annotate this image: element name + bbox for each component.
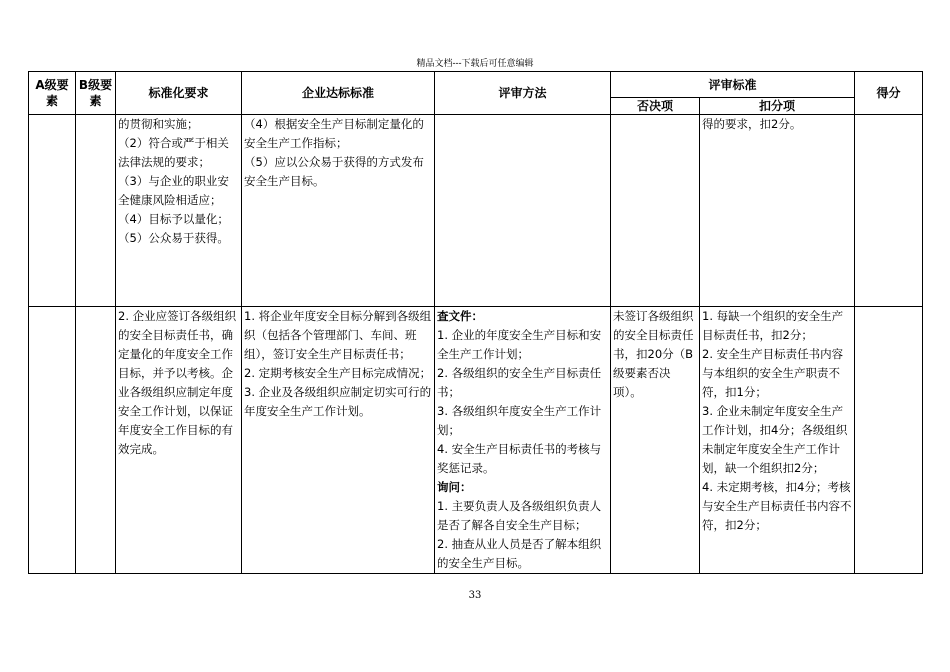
col-review-method: 评审方法 bbox=[435, 72, 611, 115]
requirement-line: （5）公众易于获得。 bbox=[118, 231, 229, 245]
col-score: 得分 bbox=[855, 72, 923, 115]
standard-line: 1. 将企业年度安全目标分解到各级组织（包括各个管理部门、车间、班组），签订安全生产目标责任书； bbox=[244, 309, 432, 361]
standard-line: （4）根据安全生产目标制定量化的安全生产工作指标； bbox=[244, 117, 424, 150]
deduction-line: 1. 每缺一个组织的安全生产目标责任书，扣2分； bbox=[702, 309, 844, 342]
cell-score bbox=[855, 115, 923, 307]
cell-veto: 未签订各级组织的安全目标责任书，扣20分（B级要素否决项）。 bbox=[611, 307, 700, 574]
method-heading: 询问： bbox=[437, 480, 472, 494]
col-deduction: 扣分项 bbox=[700, 98, 855, 115]
cell-a-element bbox=[29, 115, 76, 307]
table-row bbox=[29, 115, 923, 307]
cell-deduction bbox=[700, 307, 855, 574]
requirement-line: （2）符合或严于相关法律法规的要求； bbox=[118, 136, 229, 169]
method-line: 2. 抽查从业人员是否了解本组织的安全生产目标。 bbox=[437, 537, 602, 570]
col-enterprise-standard: 企业达标标准 bbox=[242, 72, 435, 115]
cell-enterprise-standard bbox=[242, 307, 435, 574]
cell-enterprise-standard bbox=[242, 115, 435, 307]
cell-b-element bbox=[76, 115, 116, 307]
cell-deduction bbox=[700, 115, 855, 307]
col-b-element: B级要素 bbox=[76, 72, 116, 115]
standard-line: （5）应以公众易于获得的方式发布安全生产目标。 bbox=[244, 155, 424, 188]
method-line: 2. 各级组织的安全生产目标责任书； bbox=[437, 366, 602, 399]
cell-requirement bbox=[116, 115, 242, 307]
cell-score bbox=[855, 307, 923, 574]
method-line: 3. 各级组织年度安全生产工作计划； bbox=[437, 404, 602, 437]
deduction-line: 2. 安全生产目标责任书内容与本组织的安全生产职责不符，扣1分； bbox=[702, 347, 844, 399]
requirement-line: 的贯彻和实施； bbox=[118, 117, 199, 131]
cell-requirement bbox=[116, 307, 242, 574]
col-requirement: 标准化要求 bbox=[116, 72, 242, 115]
page-header-note: 精品文档---下载后可任意编辑 bbox=[416, 59, 534, 69]
deduction-line: 3. 企业未制定年度安全生产工作计划，扣4分；各级组织未制定年度安全生产工作计划，缺一个组织扣2分； bbox=[702, 404, 848, 475]
cell-veto bbox=[611, 115, 700, 307]
cell-a-element bbox=[29, 307, 76, 574]
col-review-criteria: 评审标准 bbox=[611, 72, 855, 98]
standard-line: 2. 定期考核安全生产目标完成情况； bbox=[244, 366, 432, 380]
col-a-element: A级要素 bbox=[29, 72, 76, 115]
cell-review-method bbox=[435, 307, 611, 574]
cell-review-method bbox=[435, 115, 611, 307]
requirement-line: （4）目标予以量化； bbox=[118, 212, 229, 226]
deduction-line: 得的要求，扣2分。 bbox=[702, 117, 802, 131]
deduction-line: 4. 未定期考核，扣4分；考核与安全生产目标责任书内容不符，扣2分； bbox=[702, 480, 852, 532]
standards-table bbox=[28, 71, 923, 574]
page-number: 33 bbox=[468, 590, 482, 601]
table-row bbox=[29, 307, 923, 574]
method-line: 4. 安全生产目标责任书的考核与奖惩记录。 bbox=[437, 442, 602, 475]
requirement-line: 2. 企业应签订各级组织的安全目标责任书，确定量化的年度安全工作目标，并予以考核。企业各级组织应制定年度安全工作计划，以保证年度安全工作目标的有效完成。 bbox=[118, 309, 237, 456]
method-line: 1. 企业的年度安全生产目标和安全生产工作计划； bbox=[437, 328, 602, 361]
method-heading: 查文件： bbox=[437, 309, 483, 323]
standard-line: 3. 企业及各级组织应制定切实可行的年度安全生产工作计划。 bbox=[244, 385, 432, 418]
method-line: 1. 主要负责人及各级组织负责人是否了解各自安全生产目标； bbox=[437, 499, 602, 532]
requirement-line: （3）与企业的职业安全健康风险相适应； bbox=[118, 174, 229, 207]
cell-b-element bbox=[76, 307, 116, 574]
col-veto: 否决项 bbox=[611, 98, 700, 115]
